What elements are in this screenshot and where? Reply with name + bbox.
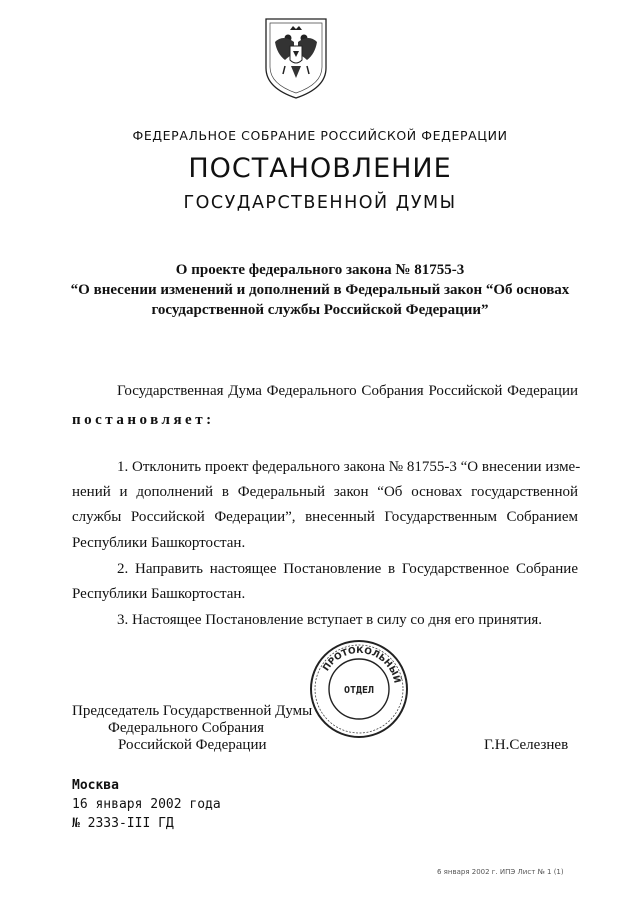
document-number: № 2333-III ГД: [72, 816, 174, 831]
document-subtitle: ГОСУДАРСТВЕННОЙ ДУМЫ: [183, 193, 457, 213]
heading-line-2: “О внесении изменений и дополнений в Федеральный закон “Об основах: [70, 282, 570, 298]
adoption-date: 16 января 2002 года: [72, 797, 221, 812]
document-title: ПОСТАНОВЛЕНИЕ: [188, 153, 452, 184]
organization-name: ФЕДЕРАЛЬНОЕ СОБРАНИЕ РОССИЙСКОЙ ФЕДЕРАЦИИ: [132, 128, 508, 143]
paragraph-1-line-1: 1. Отклонить проект федерального закона № 81755-3 “О внесении изме-: [117, 459, 581, 475]
paragraph-3: 3. Настоящее Постановление вступает в силу со дня его принятия.: [117, 612, 543, 628]
stamp-ring-text: ПРОТОКОЛЬНЫЙ: [321, 645, 402, 685]
signatory-title-line-1: Председатель Государственной Думы: [72, 703, 313, 719]
resolves-text: постановляет:: [72, 412, 215, 428]
stamp-center-text: ОТДЕЛ: [343, 685, 375, 696]
signatory-title-line-3: Российской Федерации: [118, 737, 267, 753]
intro-text: Государственная Дума Федерального Собрания Российской Федерации: [117, 383, 578, 399]
heading-line-1: О проекте федерального закона № 81755-3: [175, 262, 465, 278]
heading-line-3: государственной службы Российской Федерации”: [151, 302, 489, 318]
paragraph-2-line-1: 2. Направить настоящее Постановление в Государственное Собрание: [117, 561, 578, 577]
place-of-adoption: Москва: [72, 778, 119, 793]
protocol-stamp: [309, 637, 409, 741]
paragraph-1-line-4: Республики Башкортостан.: [72, 535, 246, 551]
paragraph-1-line-2: нений и дополнений в Федеральный закон “Об основах государственной: [72, 484, 578, 500]
paragraph-2-line-2: Республики Башкортостан.: [72, 586, 246, 602]
svg-text:ПРОТОКОЛЬНЫЙ: [322, 646, 404, 684]
paragraph-1-line-3: службы Российской Федерации”, внесенный Государственным Собранием: [72, 509, 578, 525]
state-emblem-icon: [263, 16, 329, 100]
page-footer: 6 января 2002 г. ИПЭ Лист № 1 (1): [437, 868, 564, 876]
signatory-title-line-2: Федерального Собрания: [108, 720, 265, 736]
signatory-name: Г.Н.Селезнев: [484, 737, 569, 753]
